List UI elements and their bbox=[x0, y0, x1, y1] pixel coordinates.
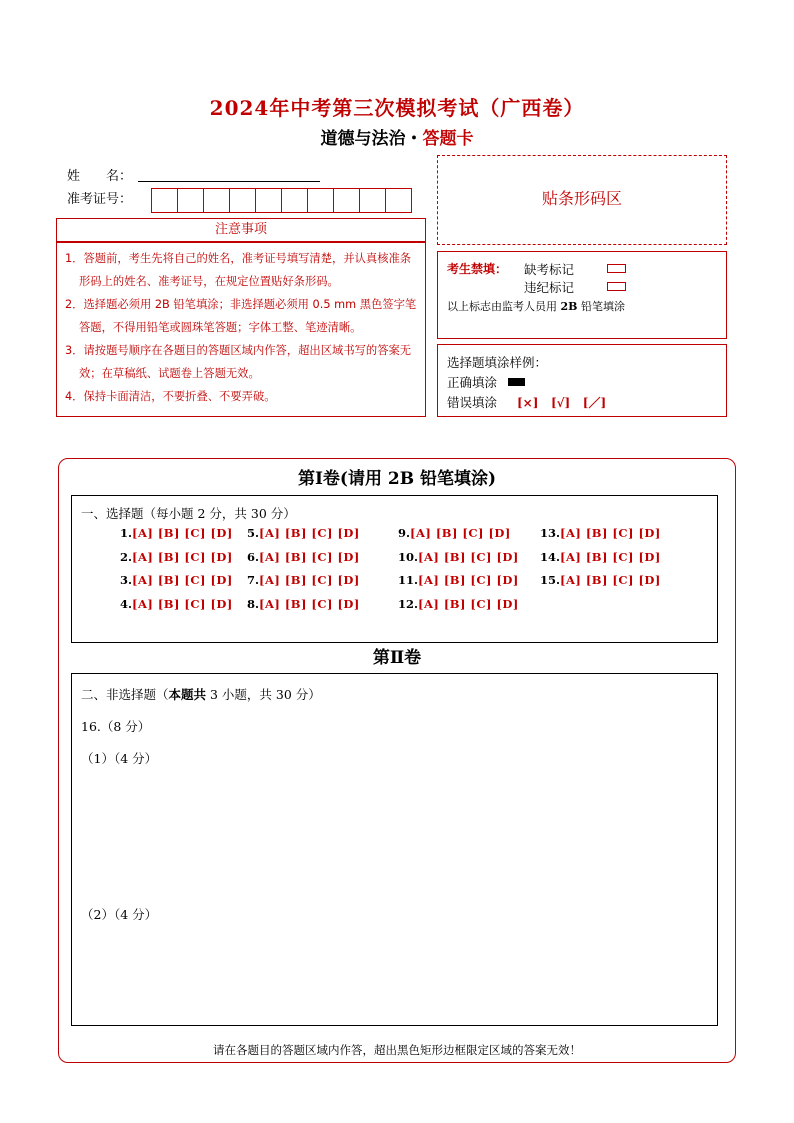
open-heading-prefix: 二、非选择题（ bbox=[81, 687, 169, 702]
question-number: 2. bbox=[120, 550, 133, 564]
forbidden-note bbox=[447, 298, 625, 314]
mc-question[interactable] bbox=[120, 597, 233, 611]
page-title: 2024年中考第三次模拟考试（广西卷） bbox=[209, 96, 585, 120]
section1-title: 第Ⅰ卷(请用 2B 铅笔填涂) bbox=[297, 469, 497, 489]
wrong-fill-label: 错误填涂 bbox=[447, 395, 498, 410]
mc-question[interactable] bbox=[540, 573, 661, 587]
answer-options[interactable]: [A] [B] [C] [D] bbox=[259, 526, 360, 540]
answer-options[interactable]: [A] [B] [C] [D] bbox=[132, 550, 233, 564]
barcode-area: 贴条形码区 bbox=[437, 155, 727, 245]
open-heading-suffix: 3 小题，共 30 分） bbox=[206, 687, 321, 702]
mc-question[interactable] bbox=[120, 550, 233, 564]
answer-options[interactable]: [A] [B] [C] [D] bbox=[418, 550, 519, 564]
answer-options[interactable]: [A] [B] [C] [D] bbox=[259, 597, 360, 611]
open-answer-box[interactable] bbox=[71, 673, 718, 1026]
question-number: 6. bbox=[247, 550, 260, 564]
absent-label: 缺考标记 bbox=[524, 262, 575, 277]
answer-options[interactable]: [A] [B] [C] [D] bbox=[259, 550, 360, 564]
mc-question[interactable] bbox=[398, 550, 519, 564]
id-label: 准考证号： bbox=[67, 192, 133, 207]
id-digit-box[interactable] bbox=[255, 188, 282, 213]
sample-heading: 选择题填涂样例： bbox=[447, 355, 548, 370]
question-number: 5. bbox=[247, 526, 260, 540]
id-digit-box[interactable] bbox=[385, 188, 412, 213]
forbidden-label: 考生禁填： bbox=[447, 262, 508, 276]
forbidden-box bbox=[437, 251, 727, 339]
question-16-label: 16.（8 分） bbox=[81, 719, 151, 734]
question-number: 11. bbox=[398, 573, 419, 587]
subtitle-subject: 道德与法治・ bbox=[320, 129, 423, 149]
forbidden-note-bold: 2B bbox=[560, 300, 578, 313]
answer-options[interactable]: [A] [B] [C] [D] bbox=[132, 597, 233, 611]
part-1-label: （1）（4 分） bbox=[81, 751, 158, 766]
footer-warning: 请在各题目的答题区域内作答，超出黑色矩形边框限定区域的答案无效！ bbox=[213, 1043, 581, 1057]
question-number: 1. bbox=[120, 526, 133, 540]
question-number: 12. bbox=[398, 597, 419, 611]
mc-question[interactable] bbox=[247, 550, 360, 564]
mc-heading: 一、选择题（每小题 2 分，共 30 分） bbox=[81, 506, 296, 521]
id-digit-box[interactable] bbox=[359, 188, 386, 213]
mc-question[interactable] bbox=[398, 597, 519, 611]
answer-options[interactable]: [A] [B] [C] [D] bbox=[560, 550, 661, 564]
mc-question[interactable] bbox=[540, 526, 661, 540]
id-digit-box[interactable] bbox=[333, 188, 360, 213]
page-subtitle bbox=[0, 124, 794, 149]
violation-mark-box[interactable] bbox=[607, 282, 626, 291]
section2-title: 第Ⅱ卷 bbox=[372, 648, 422, 668]
forbidden-note-prefix: 以上标志由监考人员用 bbox=[447, 300, 557, 313]
id-digit-box[interactable] bbox=[151, 188, 178, 213]
exam-id-boxes[interactable] bbox=[151, 188, 411, 212]
multiple-choice-box bbox=[71, 495, 718, 643]
question-number: 13. bbox=[540, 526, 561, 540]
mc-question[interactable] bbox=[120, 573, 233, 587]
mc-question[interactable] bbox=[398, 526, 511, 540]
subtitle-card: 答题卡 bbox=[422, 129, 474, 149]
question-number: 15. bbox=[540, 573, 561, 587]
mc-question[interactable] bbox=[540, 550, 661, 564]
note-item: 2．选择题必须用 2B 铅笔填涂；非选择题必须用 0.5 mm 黑色签字笔答题，不得用铅笔或圆珠笔答题；字体工整、笔迹清晰。 bbox=[65, 298, 417, 334]
part-2-label: （2）（4 分） bbox=[81, 907, 158, 922]
note-item: 4．保持卡面清洁，不要折叠、不要弄破。 bbox=[65, 390, 276, 403]
id-digit-box[interactable] bbox=[229, 188, 256, 213]
mc-question[interactable] bbox=[247, 573, 360, 587]
notes-box bbox=[56, 242, 426, 417]
answer-options[interactable]: [A] [B] [C] [D] bbox=[132, 573, 233, 587]
wrong-mark-check: [√] bbox=[550, 396, 571, 410]
answer-options[interactable]: [A] [B] [C] [D] bbox=[418, 573, 519, 587]
filled-mark-icon bbox=[508, 378, 525, 386]
id-digit-box[interactable] bbox=[177, 188, 204, 213]
answer-options[interactable]: [A] [B] [C] [D] bbox=[132, 526, 233, 540]
violation-label: 违纪标记 bbox=[524, 280, 575, 295]
absent-mark-box[interactable] bbox=[607, 264, 626, 273]
answer-options[interactable]: [A] [B] [C] [D] bbox=[560, 526, 661, 540]
open-heading bbox=[81, 685, 321, 703]
mc-question[interactable] bbox=[247, 597, 360, 611]
open-heading-bold: 本题共 bbox=[168, 687, 207, 702]
name-field[interactable] bbox=[138, 180, 320, 182]
id-digit-box[interactable] bbox=[203, 188, 230, 213]
note-item: 3．请按题号顺序在各题目的答题区域内作答，超出区域书写的答案无效；在草稿纸、试题卷上答题无效。 bbox=[65, 344, 412, 380]
forbidden-note-suffix: 铅笔填涂 bbox=[580, 300, 625, 313]
answer-options[interactable]: [A] [B] [C] [D] bbox=[259, 573, 360, 587]
wrong-mark-cross: [×] bbox=[517, 396, 539, 410]
answer-options[interactable]: [A] [B] [C] [D] bbox=[418, 597, 519, 611]
question-number: 4. bbox=[120, 597, 133, 611]
question-number: 14. bbox=[540, 550, 561, 564]
mc-question[interactable] bbox=[398, 573, 519, 587]
id-digit-box[interactable] bbox=[281, 188, 308, 213]
notes-heading: 注意事项 bbox=[56, 218, 426, 242]
name-label: 姓 名： bbox=[67, 169, 133, 184]
question-number: 10. bbox=[398, 550, 419, 564]
wrong-mark-slash: [／] bbox=[582, 396, 607, 410]
id-digit-box[interactable] bbox=[307, 188, 334, 213]
correct-fill-label: 正确填涂 bbox=[447, 375, 498, 390]
mc-question[interactable] bbox=[247, 526, 360, 540]
question-number: 9. bbox=[398, 526, 411, 540]
mc-question[interactable] bbox=[120, 526, 233, 540]
question-number: 7. bbox=[247, 573, 260, 587]
answer-options[interactable]: [A] [B] [C] [D] bbox=[560, 573, 661, 587]
question-number: 3. bbox=[120, 573, 133, 587]
answer-options[interactable]: [A] [B] [C] [D] bbox=[410, 526, 511, 540]
fill-sample-box bbox=[437, 344, 727, 417]
question-number: 8. bbox=[247, 597, 260, 611]
note-item: 1．答题前，考生先将自己的姓名，准考证号填写清楚，并认真核准条形码上的姓名、准考证号，在规定位置贴好条形码。 bbox=[65, 252, 412, 288]
wrong-fill-marks bbox=[517, 394, 606, 411]
